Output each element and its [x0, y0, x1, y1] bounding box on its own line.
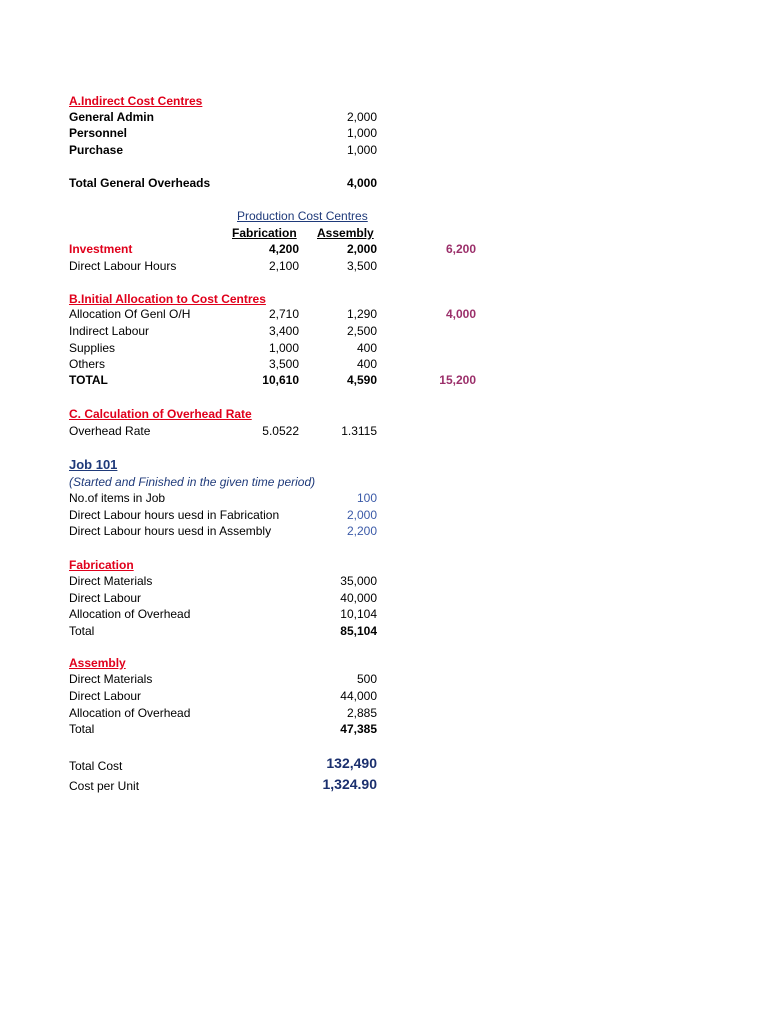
- fab-direct-materials-label: Direct Materials: [69, 574, 153, 588]
- items-in-job-label: No.of items in Job: [69, 491, 166, 505]
- personnel-value: 1,000: [346, 126, 377, 140]
- supplies-label: Supplies: [69, 341, 116, 355]
- total-general-overheads-value: 4,000: [346, 176, 377, 190]
- overhead-rate-label: Overhead Rate: [69, 424, 151, 438]
- production-cost-centres-heading: Production Cost Centres: [237, 209, 368, 223]
- total-cost-value: 132,490: [326, 755, 377, 771]
- indirect-cost-centres-heading: A.Indirect Cost Centres: [69, 94, 203, 108]
- total-general-overheads-label: Total General Overheads: [69, 176, 211, 190]
- fab-total-value: 85,104: [340, 624, 377, 638]
- asm-direct-labour-value: 44,000: [340, 689, 377, 703]
- fab-direct-labour-label: Direct Labour: [69, 591, 142, 605]
- items-in-job-value: 100: [356, 491, 377, 505]
- investment-assembly: 2,000: [346, 242, 377, 256]
- purchase-label: Purchase: [69, 143, 124, 157]
- dlh-assembly-label: Direct Labour hours uesd in Assembly: [69, 524, 272, 538]
- general-admin-label: General Admin: [69, 110, 154, 124]
- assembly-column-header: Assembly: [317, 226, 374, 240]
- others-fabrication: 3,500: [268, 357, 299, 371]
- cost-per-unit-value: 1,324.90: [322, 776, 377, 792]
- supplies-assembly: 400: [356, 341, 377, 355]
- fab-total-label: Total: [69, 624, 95, 638]
- total-cost-label: Total Cost: [69, 759, 123, 773]
- allocation-genl-oh-label: Allocation Of Genl O/H: [69, 307, 191, 321]
- investment-total: 6,200: [445, 242, 476, 256]
- others-assembly: 400: [356, 357, 377, 371]
- dlh-fabrication-label: Direct Labour hours uesd in Fabrication: [69, 508, 280, 522]
- initial-allocation-heading: B.Initial Allocation to Cost Centres: [69, 292, 266, 306]
- fab-direct-materials-value: 35,000: [340, 574, 377, 588]
- fab-overhead-label: Allocation of Overhead: [69, 607, 191, 621]
- allocation-genl-oh-assembly: 1,290: [346, 307, 377, 321]
- allocation-genl-oh-fabrication: 2,710: [268, 307, 299, 321]
- general-admin-value: 2,000: [346, 110, 377, 124]
- investment-label: Investment: [69, 242, 133, 256]
- purchase-value: 1,000: [346, 143, 377, 157]
- direct-labour-hours-label: Direct Labour Hours: [69, 259, 177, 273]
- assembly-heading: Assembly: [69, 656, 126, 670]
- fab-overhead-value: 10,104: [340, 607, 377, 621]
- job-heading: Job 101: [69, 457, 118, 472]
- asm-direct-materials-label: Direct Materials: [69, 672, 153, 686]
- indirect-labour-label: Indirect Labour: [69, 324, 150, 338]
- allocation-genl-oh-total: 4,000: [445, 307, 476, 321]
- asm-total-value: 47,385: [340, 722, 377, 736]
- asm-direct-materials-value: 500: [356, 672, 377, 686]
- indirect-labour-assembly: 2,500: [346, 324, 377, 338]
- job-note: (Started and Finished in the given time period): [69, 475, 316, 489]
- fab-direct-labour-value: 40,000: [340, 591, 377, 605]
- fabrication-column-header: Fabrication: [232, 226, 297, 240]
- overhead-rate-fabrication: 5.0522: [262, 424, 299, 438]
- fabrication-heading: Fabrication: [69, 558, 134, 572]
- initial-total-label: TOTAL: [69, 373, 108, 387]
- initial-total-fabrication: 10,610: [262, 373, 299, 387]
- asm-direct-labour-label: Direct Labour: [69, 689, 142, 703]
- asm-overhead-value: 2,885: [346, 706, 377, 720]
- overhead-rate-assembly: 1.3115: [341, 424, 377, 438]
- supplies-fabrication: 1,000: [268, 341, 299, 355]
- initial-total-overall: 15,200: [439, 373, 476, 387]
- dlh-fabrication-value: 2,000: [346, 508, 377, 522]
- asm-overhead-label: Allocation of Overhead: [69, 706, 191, 720]
- overhead-rate-heading: C. Calculation of Overhead Rate: [69, 407, 252, 421]
- dlh-assembly-value: 2,200: [346, 524, 377, 538]
- others-label: Others: [69, 357, 106, 371]
- asm-total-label: Total: [69, 722, 95, 736]
- direct-labour-hours-fabrication: 2,100: [268, 259, 299, 273]
- cost-per-unit-label: Cost per Unit: [69, 779, 140, 793]
- indirect-labour-fabrication: 3,400: [268, 324, 299, 338]
- personnel-label: Personnel: [69, 126, 128, 140]
- investment-fabrication: 4,200: [268, 242, 299, 256]
- direct-labour-hours-assembly: 3,500: [346, 259, 377, 273]
- initial-total-assembly: 4,590: [346, 373, 377, 387]
